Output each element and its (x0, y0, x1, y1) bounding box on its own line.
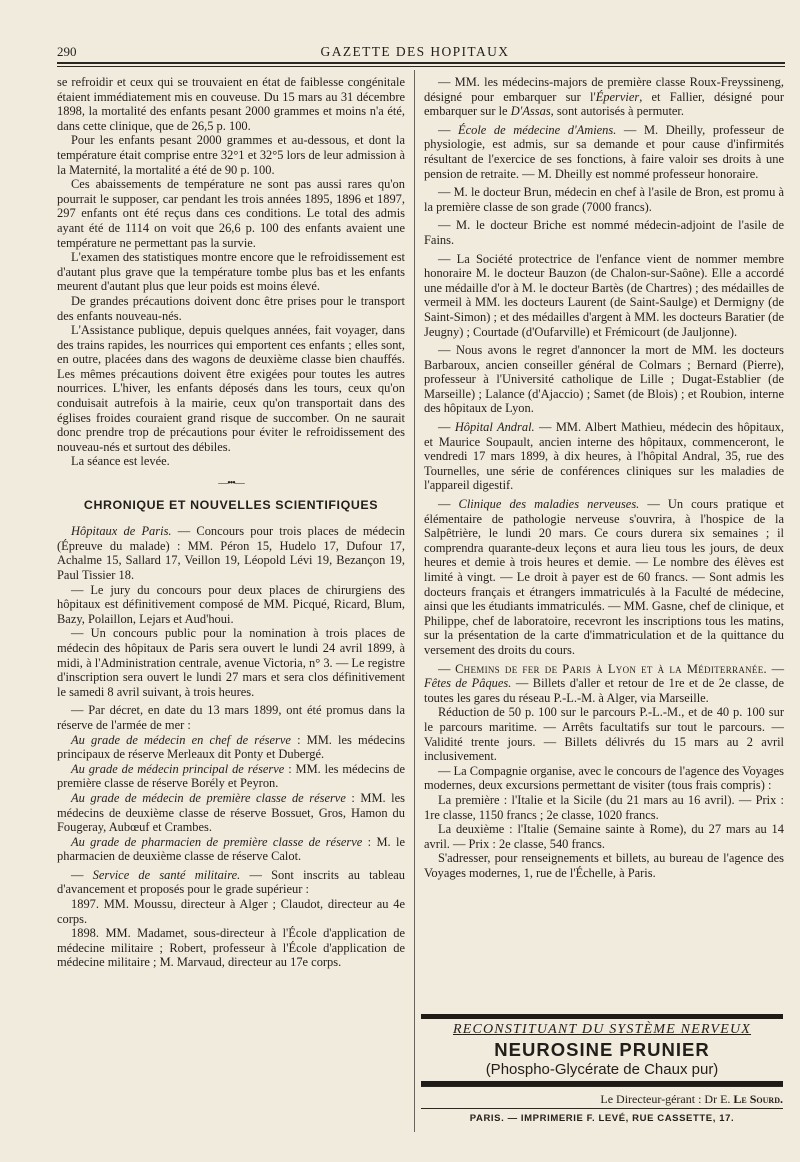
news-item: — Clinique des maladies nerveuses. — Un cours pratique et élémentaire de pathologie nerveuse s'ouvrira, à l'hospice de la Salpêtrière, le lundi 20 mars. Ce cours durera six semaines ; il comprendra quarante-deux leçons et aura lieu tous les jours, de deux heures et demie à trois heures et demie. — Le nombre des élèves est limité à vingt. — Le droit à payer est de 60 francs. — Sont admis les docteurs français et étrangers immatriculés à la Faculté de médecine, ainsi que les étudiants immatriculés. — MM. Gasne, chef de clinique, et Philippe, chef de laboratoire, recevront les inscriptions tous les matins, sur la présentation de la carte d'immatriculation et de la quittance du versement des droits du cours. (424, 497, 784, 657)
header-rule-thin (57, 66, 785, 67)
news-item: — Un concours public pour la nomination à trois places de médecin des hôpitaux de Paris sera ouvert le lundi 24 avril 1899, à midi, à l'Administration centrale, avenue Victoria, n° 3. — Le registre d'inscription sera ouvert le lundi 27 mars et sera clos définitivement le samedi 8 avril suivant, à trois heures. (57, 626, 405, 699)
news-item: Au grade de médecin en chef de réserve : MM. les médecins principaux de réserve Merleaux dit Ponty et Dubergé. (57, 732, 405, 762)
page-number: 290 (57, 44, 77, 59)
paragraph: L'examen des statistiques montre encore que le refroidissement est d'autant plus grave que la température tombe plus bas et les enfants meurent d'autant plus que leur poids est moins élevé. (57, 250, 405, 294)
paragraph: De grandes précautions doivent donc être prises pour le transport des enfants nouveau-nés. (57, 293, 405, 323)
header-rule-thick (57, 62, 785, 64)
news-item: 1897. MM. Moussu, directeur à Alger ; Claudot, directeur au 4e corps. (57, 897, 405, 926)
news-item: — MM. les médecins-majors de première classe Roux-Freyssineng, désigné pour embarquer sur l'Épervier, et Fallier, désigné pour embarquer sur le D'Assas, sont autorisés à permuter. (424, 75, 784, 119)
chronique-title: CHRONIQUE ET NOUVELLES SCIENTIFIQUES (83, 497, 379, 512)
ad-product-description: (Phospho-Glycérate de Chaux pur) (485, 1061, 719, 1078)
news-item: — La Société protectrice de l'enfance vient de nommer membre honoraire M. le docteur Bauzon (de Chalon-sur-Saône). Elle a accordé une médaille d'or à M. le docteur Bartès (de Chartres) ; des médailles de vermeil à MM. les docteurs Laurent (de Saint-Saulge) et Dermigny (de Saint-Simon) ; et des médailles d'argent à MM. les docteurs Baratier (de Jeugny) ; Courtade (d'Oufarville) et Frémicourt (de Jauljonne). (424, 251, 784, 339)
news-item: 1898. MM. Madamet, sous-directeur à l'École d'application de médecine militaire ; Robert, professeur à l'École d'application de médecine militaire ; M. Marvaud, directeur au 17e corps. (57, 926, 405, 970)
news-item: — Par décret, en date du 13 mars 1899, ont été promus dans la réserve de l'armée de mer : (57, 703, 405, 732)
paragraph: La séance est levée. (71, 454, 170, 469)
left-column (57, 75, 405, 970)
news-item: — Nous avons le regret d'annoncer la mort de MM. les docteurs Barbaroux, ancien conseiller général de Colmars ; Bernard (Pierre), professeur à l'Université catholique de Lille ; Dugat-Establier (de Marseille) ; Lalance (d'Ajaccio) ; Samet (de Blois) ; et Roubion, interne des hôpitaux de Lyon. (424, 343, 784, 416)
printer-imprint: PARIS. — IMPRIMERIE F. LEVÉ, RUE CASSETTE, 17. (469, 1113, 735, 1124)
news-item: Au grade de médecin principal de réserve : MM. les médecins de première classe de réserve Borély et Peyron. (57, 761, 405, 791)
news-item: Réduction de 50 p. 100 sur le parcours P.-L.-M., et de 40 p. 100 sur le parcours maritime. — Arrêts facultatifs sur tout le parcours. — Validité trente jours. — Billets délivrés du 15 mars au 2 avril inclusivement. (424, 705, 784, 764)
director-signature-line: Le Directeur-gérant : Dr E. Le Sourd. (600, 1092, 783, 1106)
footer-rule (421, 1086, 783, 1087)
advertisement-box (421, 1014, 783, 1087)
paragraph: Pour les enfants pesant 2000 grammes et au-dessous, et dont la température était comprise entre 32°1 et 32°5 lors de leur admission à la Maternité, la mortalité a été de 90 p. 100. (57, 133, 405, 177)
right-column (424, 75, 784, 880)
news-item: Hôpitaux de Paris. — Concours pour trois places de médecin (Épreuve du malade) : MM. Péron 15, Hudelo 17, Dufour 17, Achalme 15, Sallard 17, Veillon 19, Léopold Lévi 19, Bezançon 19, Paul Tissier 18. (57, 524, 406, 582)
news-item: — Hôpital Andral. — MM. Albert Mathieu, médecin des hôpitaux, et Maurice Soupault, ancien interne des hôpitaux, commenceront, le vendredi 17 mars 1899, à dix heures, à l'hôpital Andral, 35, rue des Tournelles, une série de conférences cliniques sur les maladies de l'appareil digestif. (424, 420, 784, 493)
news-item: Au grade de médecin de première classe de réserve : MM. les médecins de deuxième classe de réserve Bossuet, Gros, Hamon du Fougeray, Aubœuf et Crambes. (57, 790, 405, 835)
column-divider (414, 70, 415, 1132)
news-item-heading: Hôpitaux de Paris. (71, 524, 172, 539)
ad-product-name: NEUROSINE PRUNIER (494, 1039, 710, 1060)
news-item: — M. le docteur Briche est nommé médecin-adjoint de l'asile de Fains. (424, 218, 784, 247)
page-header-title: GAZETTE DES HOPITAUX (320, 44, 510, 59)
news-item: — Service de santé militaire. — Sont inscrits au tableau d'avancement et proposés pour le grade supérieur : (57, 867, 406, 897)
news-item: — M. le docteur Brun, médecin en chef à l'asile de Bron, est promu à la première classe de son grade (7000 francs). (424, 185, 784, 214)
news-item: Au grade de pharmacien de première classe de réserve : M. le pharmacien de deuxième classe de réserve Calot. (57, 834, 405, 864)
paragraph: L'Assistance publique, depuis quelques années, fait voyager, dans des trains rapides, les nourrices qui emportent ces enfants ; elles sont, en outre, placées dans des wagons de deuxième classe bien chauffés. Les mêmes précautions doivent être exigées pour toutes les autres nourrices. L'hiver, les enfants déposés dans les tours, ceux qu'on conduisait autrefois à la mairie, ceux qu'on transportait dans des églises froides couraient grand risque de succomber. On ne saurait donc prendre trop de précautions pour éviter le refroidissement des nouveau-nés et surtout des débiles. (57, 323, 405, 454)
news-item: La première : l'Italie et la Sicile (du 21 mars au 16 avril). — Prix : 1re classe, 1150 francs ; 2e classe, 1020 francs. (424, 792, 784, 822)
news-item: — La Compagnie organise, avec le concours de l'agence des Voyages modernes, deux excursions permettant de visiter (tous frais compris) : (424, 763, 784, 793)
ad-top-bar (421, 1014, 783, 1019)
ad-tagline: RECONSTITUANT DU SYSTÈME NERVEUX (452, 1022, 752, 1037)
news-item: — École de médecine d'Amiens. — M. Dheilly, professeur de physiologie, est admis, sur sa demande et pour cause d'infirmités résultant de l'exercice de ses fonctions, à faire valoir ses droits à une pension de retraite. — M. Dheilly est nommé professeur honoraire. (424, 122, 784, 181)
news-item: S'adresser, pour renseignements et billets, au bureau de l'agence des Voyages modernes, 1, rue de l'Échelle, à Paris. (424, 851, 784, 880)
footer-rule-2 (421, 1108, 783, 1109)
news-item: — Le jury du concours pour deux places de chirurgiens des hôpitaux est définitivement composé de MM. Picqué, Ricard, Blum, Bazy, Polaillon, Lejars et Aud'houi. (57, 582, 405, 626)
paragraph: se refroidir et ceux qui se trouvaient en état de faiblesse congénitale étaient immédiatement mis en couveuse. Du 15 mars au 31 décembre 1898, la mortalité des enfants pesant 2000 grammes et moins n'a été, dans cette clinique, que de 26,5 p. 100. (57, 75, 405, 133)
section-ornament: —•••— (218, 478, 244, 490)
news-item: — Chemins de fer de Paris à Lyon et à la Méditerranée. — Fêtes de Pâques. — Billets d'aller et retour de 1re et de 2e classe, de toutes les gares du réseau P.-L.-M. à Alger, via Marseille. (424, 661, 785, 705)
news-item: La deuxième : l'Italie (Semaine sainte à Rome), du 27 mars au 14 avril. — Prix : 2e classe, 540 francs. (424, 822, 784, 851)
paragraph: Ces abaissements de température ne sont pas aussi rares qu'on pourrait le supposer, car pendant les trois années 1895, 1896 et 1897, 297 enfants ont été reçus dans ces conditions. Le total des admis ayant été de 1114 on voit que 26,6 p. 100 des enfants avaient une température ne permettant pas la survie. (57, 177, 405, 250)
